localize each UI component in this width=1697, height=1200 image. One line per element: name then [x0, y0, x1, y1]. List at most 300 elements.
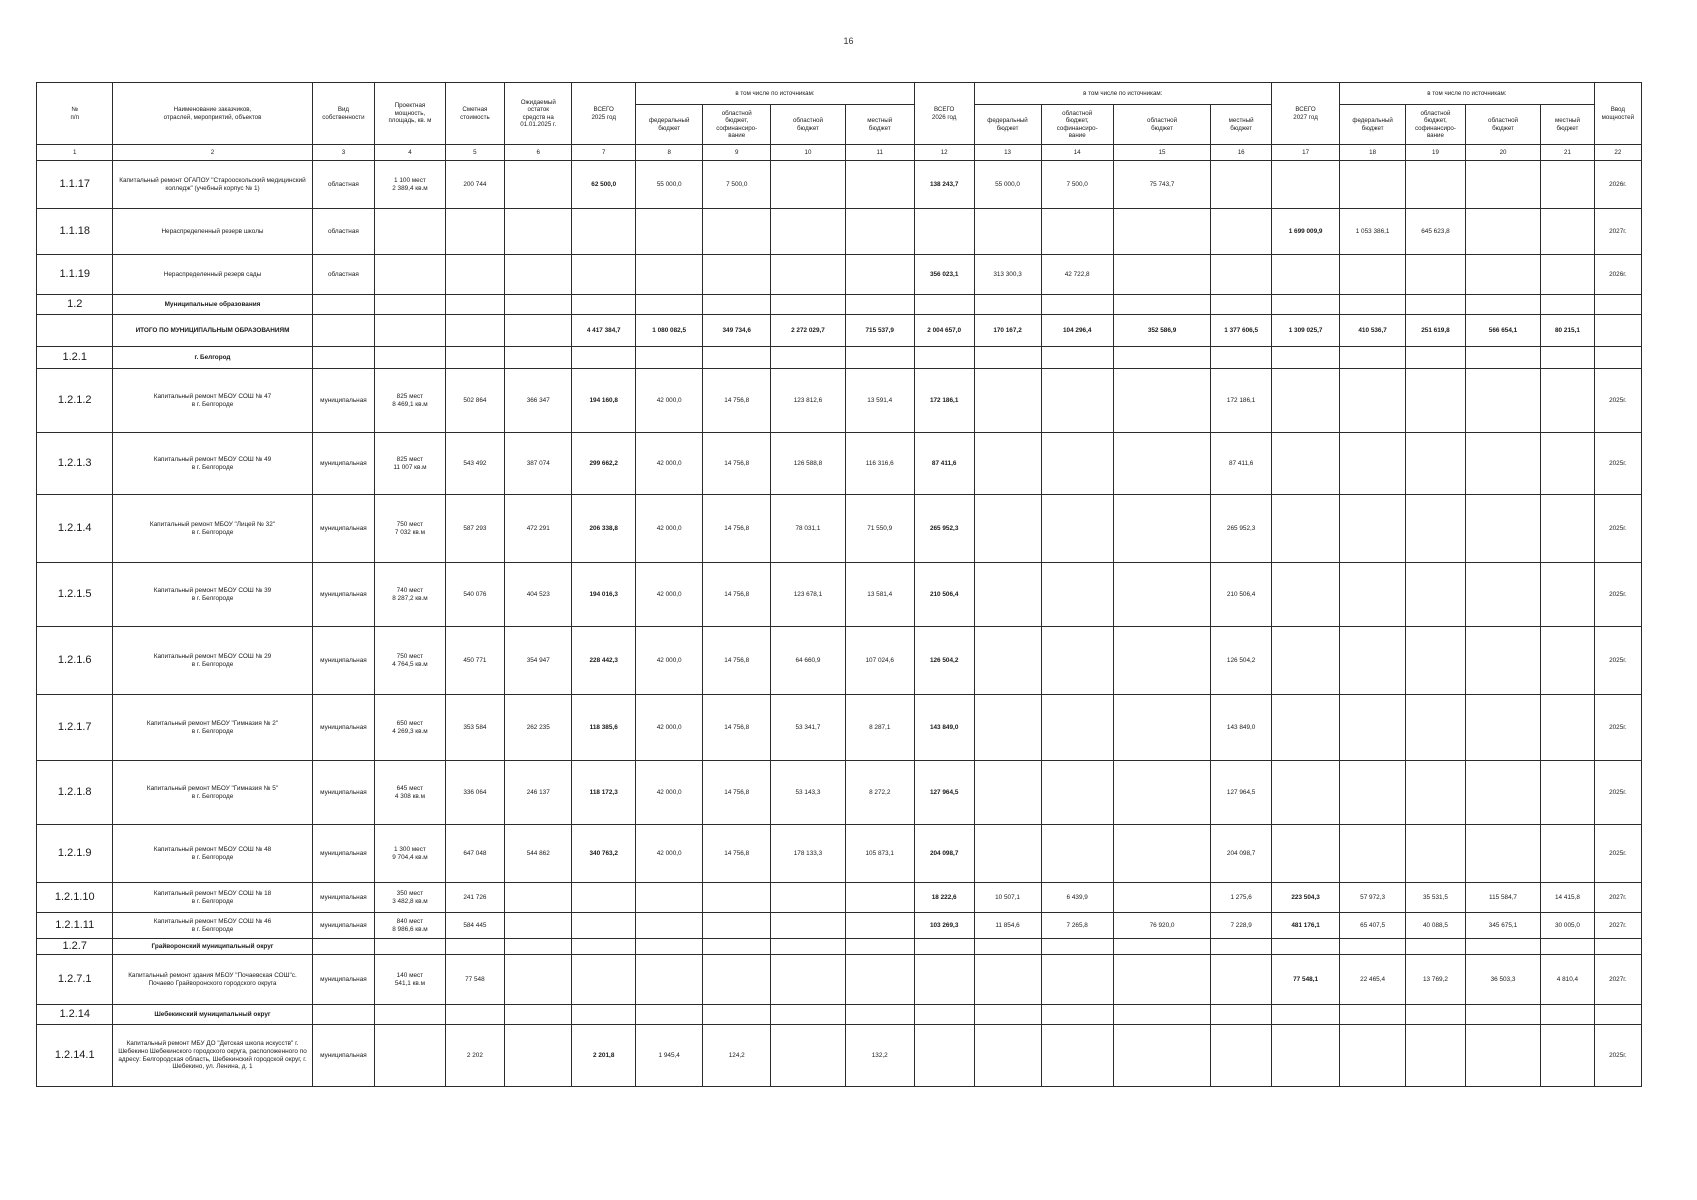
row-capacity: 1 300 мест 9 704,4 кв.м [375, 825, 445, 883]
header-total-2026: ВСЕГО 2026 год [914, 83, 974, 145]
row-amount: 42 000,0 [636, 563, 703, 627]
row-amount: 42 000,0 [636, 825, 703, 883]
row-amount: 78 031,1 [771, 495, 845, 563]
row-cost [445, 209, 505, 255]
row-capacity: 1 100 мест 2 389,4 кв.м [375, 161, 445, 209]
row-amount: 6 439,9 [1041, 883, 1113, 913]
total-amount: 1 309 025,7 [1272, 315, 1340, 347]
row-amount: 7 265,8 [1041, 913, 1113, 939]
row-remaining [505, 955, 572, 1005]
row-amount: 123 678,1 [771, 563, 845, 627]
empty-cell [445, 295, 505, 315]
row-amount [1541, 255, 1594, 295]
row-name: Капитальный ремонт МБОУ СОШ № 46 в г. Белгороде [113, 913, 312, 939]
row-amount [1465, 825, 1540, 883]
column-index-cell: 18 [1340, 145, 1406, 161]
row-amount [636, 255, 703, 295]
row-amount [974, 761, 1041, 825]
row-amount: 265 952,3 [1211, 495, 1272, 563]
row-amount: 210 506,4 [914, 563, 974, 627]
row-commission: 2025г. [1594, 495, 1641, 563]
row-amount [572, 209, 636, 255]
table-row [37, 627, 1642, 695]
row-amount: 645 623,8 [1406, 209, 1466, 255]
table-row [37, 695, 1642, 761]
row-amount [1541, 495, 1594, 563]
group-row [37, 295, 1642, 315]
row-amount: 36 503,3 [1465, 955, 1540, 1005]
row-commission: 2025г. [1594, 695, 1641, 761]
row-number: 1.2.1.2 [37, 369, 113, 433]
empty-cell [1211, 295, 1272, 315]
empty-cell [1041, 939, 1113, 955]
row-amount [636, 913, 703, 939]
row-commission: 2027г. [1594, 955, 1641, 1005]
row-amount [1113, 955, 1210, 1005]
empty-cell [1541, 939, 1594, 955]
row-cost: 647 048 [445, 825, 505, 883]
row-amount [1340, 161, 1406, 209]
row-amount [703, 255, 771, 295]
row-commission: 2025г. [1594, 1025, 1641, 1087]
row-cost: 2 202 [445, 1025, 505, 1087]
empty-cell [572, 347, 636, 369]
row-amount: 340 763,2 [572, 825, 636, 883]
empty-cell [445, 315, 505, 347]
row-amount: 143 849,0 [914, 695, 974, 761]
empty-cell [1541, 347, 1594, 369]
row-amount [1113, 1025, 1210, 1087]
empty-cell [771, 347, 845, 369]
row-amount [1340, 495, 1406, 563]
table-row [37, 495, 1642, 563]
empty-cell [771, 295, 845, 315]
empty-cell [375, 295, 445, 315]
row-name: Нераспределенный резерв сады [113, 255, 312, 295]
row-amount [703, 209, 771, 255]
empty-cell [445, 939, 505, 955]
empty-cell [505, 1005, 572, 1025]
row-amount [1465, 209, 1540, 255]
row-amount [1041, 209, 1113, 255]
row-amount: 14 756,8 [703, 825, 771, 883]
row-amount [974, 495, 1041, 563]
row-amount [1465, 1025, 1540, 1087]
row-amount: 115 584,7 [1465, 883, 1540, 913]
table-row [37, 825, 1642, 883]
row-amount: 4 810,4 [1541, 955, 1594, 1005]
row-amount [771, 255, 845, 295]
row-amount [1113, 627, 1210, 695]
header-sources-2026: в том числе по источникам: [974, 83, 1272, 105]
row-amount [1541, 627, 1594, 695]
row-amount: 55 000,0 [636, 161, 703, 209]
row-amount: 228 442,3 [572, 627, 636, 695]
row-amount [845, 161, 914, 209]
row-amount [1340, 369, 1406, 433]
row-amount: 14 756,8 [703, 369, 771, 433]
row-amount [1340, 825, 1406, 883]
empty-cell [445, 1005, 505, 1025]
row-amount [1113, 433, 1210, 495]
row-amount: 57 972,3 [1340, 883, 1406, 913]
row-amount [1465, 695, 1540, 761]
empty-cell [974, 1005, 1041, 1025]
row-cost: 353 584 [445, 695, 505, 761]
total-amount: 4 417 384,7 [572, 315, 636, 347]
row-amount [1340, 761, 1406, 825]
row-amount [771, 209, 845, 255]
table-row [37, 1025, 1642, 1087]
empty-cell [505, 939, 572, 955]
row-number: 1.1.17 [37, 161, 113, 209]
empty-cell [914, 1005, 974, 1025]
header-regional-cofin-2025: областной бюджет, софинансиро- вание [703, 105, 771, 145]
empty-cell [445, 347, 505, 369]
total-amount: 2 272 029,7 [771, 315, 845, 347]
row-amount: 123 812,6 [771, 369, 845, 433]
row-commission: 2027г. [1594, 883, 1641, 913]
row-amount [1113, 563, 1210, 627]
row-amount: 10 507,1 [974, 883, 1041, 913]
row-ownership: муниципальная [312, 695, 375, 761]
page-number: 16 [843, 36, 854, 46]
row-amount [1272, 1025, 1340, 1087]
row-amount [1465, 495, 1540, 563]
row-ownership: муниципальная [312, 913, 375, 939]
row-cost: 450 771 [445, 627, 505, 695]
row-capacity: 750 мест 7 032 кв.м [375, 495, 445, 563]
column-index-cell: 10 [771, 145, 845, 161]
row-number: 1.2.1.3 [37, 433, 113, 495]
row-amount [1272, 761, 1340, 825]
table-row [37, 161, 1642, 209]
row-amount: 53 143,3 [771, 761, 845, 825]
row-amount: 1 053 386,1 [1340, 209, 1406, 255]
row-amount [1272, 695, 1340, 761]
empty-cell [914, 939, 974, 955]
row-amount: 75 743,7 [1113, 161, 1210, 209]
total-amount: 352 586,9 [1113, 315, 1210, 347]
column-index-cell: 7 [572, 145, 636, 161]
empty-cell [1340, 347, 1406, 369]
row-ownership: муниципальная [312, 563, 375, 627]
row-ownership: муниципальная [312, 955, 375, 1005]
row-amount: 265 952,3 [914, 495, 974, 563]
row-commission: 2025г. [1594, 825, 1641, 883]
row-amount [1340, 695, 1406, 761]
row-amount: 143 849,0 [1211, 695, 1272, 761]
empty-cell [636, 939, 703, 955]
row-commission: 2025г. [1594, 433, 1641, 495]
group-number: 1.2.1 [37, 347, 113, 369]
empty-cell [845, 1005, 914, 1025]
row-amount: 1 275,6 [1211, 883, 1272, 913]
row-amount [845, 955, 914, 1005]
row-remaining: 354 947 [505, 627, 572, 695]
row-amount [572, 913, 636, 939]
row-amount [974, 369, 1041, 433]
row-amount: 313 300,3 [974, 255, 1041, 295]
row-capacity [375, 255, 445, 295]
empty-cell [312, 295, 375, 315]
column-index-cell: 19 [1406, 145, 1466, 161]
row-amount [771, 1025, 845, 1087]
empty-cell [1340, 1005, 1406, 1025]
row-ownership: областная [312, 209, 375, 255]
empty-cell [1541, 1005, 1594, 1025]
row-amount [1211, 955, 1272, 1005]
row-amount [1406, 161, 1466, 209]
row-amount [1272, 255, 1340, 295]
row-amount: 18 222,6 [914, 883, 974, 913]
row-amount [703, 955, 771, 1005]
row-cost: 540 076 [445, 563, 505, 627]
empty-cell [974, 347, 1041, 369]
row-amount: 194 016,3 [572, 563, 636, 627]
row-amount: 7 228,9 [1211, 913, 1272, 939]
row-amount: 14 756,8 [703, 695, 771, 761]
empty-cell [974, 939, 1041, 955]
row-amount [1465, 627, 1540, 695]
row-amount [636, 955, 703, 1005]
row-amount: 42 722,8 [1041, 255, 1113, 295]
empty-cell [1113, 295, 1210, 315]
row-number: 1.2.1.4 [37, 495, 113, 563]
empty-cell [375, 315, 445, 347]
row-amount: 42 000,0 [636, 627, 703, 695]
row-cost: 584 445 [445, 913, 505, 939]
table-row [37, 433, 1642, 495]
empty-cell [375, 939, 445, 955]
row-amount [1465, 761, 1540, 825]
header-total-2027: ВСЕГО 2027 год [1272, 83, 1340, 145]
row-number: 1.2.1.6 [37, 627, 113, 695]
row-amount [1041, 563, 1113, 627]
row-remaining: 387 074 [505, 433, 572, 495]
column-index-cell: 4 [375, 145, 445, 161]
row-amount [1541, 209, 1594, 255]
total-amount: 715 537,9 [845, 315, 914, 347]
row-commission: 2025г. [1594, 627, 1641, 695]
header-federal-2027: федеральный бюджет [1340, 105, 1406, 145]
empty-cell [1465, 347, 1540, 369]
row-amount: 172 186,1 [914, 369, 974, 433]
row-name: Капитальный ремонт МБОУ "Лицей № 32" в г. Белгороде [113, 495, 312, 563]
empty-cell [771, 939, 845, 955]
row-commission: 2025г. [1594, 563, 1641, 627]
total-amount: 349 734,6 [703, 315, 771, 347]
empty-cell [845, 347, 914, 369]
row-amount: 65 407,5 [1340, 913, 1406, 939]
row-amount [1113, 761, 1210, 825]
column-index-cell: 9 [703, 145, 771, 161]
total-amount: 104 296,4 [1041, 315, 1113, 347]
row-amount [974, 1025, 1041, 1087]
row-amount: 345 675,1 [1465, 913, 1540, 939]
empty-cell [312, 315, 375, 347]
column-index-cell: 14 [1041, 145, 1113, 161]
row-amount: 77 548,1 [1272, 955, 1340, 1005]
empty-cell [1594, 347, 1641, 369]
row-amount [703, 913, 771, 939]
column-index-cell: 20 [1465, 145, 1540, 161]
empty-cell [703, 295, 771, 315]
empty-cell [1594, 939, 1641, 955]
row-amount: 206 338,8 [572, 495, 636, 563]
header-commission: Ввод мощностей [1594, 83, 1641, 145]
row-amount [1465, 369, 1540, 433]
row-ownership: муниципальная [312, 495, 375, 563]
row-amount: 42 000,0 [636, 761, 703, 825]
row-amount [974, 563, 1041, 627]
row-capacity: 140 мест 541,1 кв.м [375, 955, 445, 1005]
empty-cell [1406, 295, 1466, 315]
empty-cell [1272, 295, 1340, 315]
empty-cell [572, 939, 636, 955]
empty-cell [505, 347, 572, 369]
row-amount: 356 023,1 [914, 255, 974, 295]
row-cost: 336 064 [445, 761, 505, 825]
row-amount: 8 287,1 [845, 695, 914, 761]
row-amount: 124,2 [703, 1025, 771, 1087]
row-amount: 42 000,0 [636, 695, 703, 761]
row-amount: 55 000,0 [974, 161, 1041, 209]
empty-cell [312, 939, 375, 955]
empty-cell [1272, 939, 1340, 955]
row-amount [1041, 955, 1113, 1005]
row-amount [771, 955, 845, 1005]
row-amount: 42 000,0 [636, 495, 703, 563]
empty-cell [1340, 295, 1406, 315]
column-index-cell: 16 [1211, 145, 1272, 161]
column-index-cell: 17 [1272, 145, 1340, 161]
row-amount: 14 756,8 [703, 495, 771, 563]
column-index-cell: 3 [312, 145, 375, 161]
row-name: Капитальный ремонт МБОУ "Гимназия № 2" в г. Белгороде [113, 695, 312, 761]
row-amount [1406, 825, 1466, 883]
row-amount [1211, 255, 1272, 295]
row-number: 1.1.18 [37, 209, 113, 255]
row-amount: 116 316,6 [845, 433, 914, 495]
row-amount [703, 883, 771, 913]
row-remaining: 404 523 [505, 563, 572, 627]
row-amount [1340, 255, 1406, 295]
empty-cell [1113, 347, 1210, 369]
row-amount: 127 964,5 [914, 761, 974, 825]
row-remaining: 262 235 [505, 695, 572, 761]
row-amount [572, 255, 636, 295]
row-amount: 178 133,3 [771, 825, 845, 883]
row-amount [1406, 627, 1466, 695]
header-name: Наименование заказчиков, отраслей, мероприятий, объектов [113, 83, 312, 145]
row-amount [572, 955, 636, 1005]
empty-cell [1465, 295, 1540, 315]
row-amount: 14 415,8 [1541, 883, 1594, 913]
row-amount: 299 662,2 [572, 433, 636, 495]
group-number: 1.2.14 [37, 1005, 113, 1025]
row-amount: 87 411,6 [914, 433, 974, 495]
row-amount [771, 161, 845, 209]
row-ownership: муниципальная [312, 883, 375, 913]
row-amount: 194 160,8 [572, 369, 636, 433]
empty-cell [37, 315, 113, 347]
row-remaining: 246 137 [505, 761, 572, 825]
row-amount [1113, 495, 1210, 563]
row-amount [1113, 369, 1210, 433]
header-local-2025: местный бюджет [845, 105, 914, 145]
row-amount [1113, 255, 1210, 295]
empty-cell [312, 1005, 375, 1025]
row-amount [914, 209, 974, 255]
header-regional-cofin-2027: областной бюджет, софинансиро- вание [1406, 105, 1466, 145]
row-amount [1541, 825, 1594, 883]
row-capacity: 740 мест 8 287,2 кв.м [375, 563, 445, 627]
row-amount [1406, 563, 1466, 627]
row-remaining [505, 1025, 572, 1087]
header-ownership: Вид собственности [312, 83, 375, 145]
row-amount: 172 186,1 [1211, 369, 1272, 433]
header-regional-2025: областной бюджет [771, 105, 845, 145]
column-index-cell: 15 [1113, 145, 1210, 161]
row-capacity: 825 мест 8 469,1 кв.м [375, 369, 445, 433]
table-row [37, 883, 1642, 913]
row-amount [1211, 1025, 1272, 1087]
row-amount: 13 581,4 [845, 563, 914, 627]
group-label: г. Белгород [113, 347, 312, 369]
empty-cell [1465, 939, 1540, 955]
empty-cell [1113, 1005, 1210, 1025]
empty-cell [312, 347, 375, 369]
row-amount [1340, 627, 1406, 695]
empty-cell [1041, 347, 1113, 369]
row-amount [1406, 495, 1466, 563]
row-amount [1541, 563, 1594, 627]
empty-cell [1406, 939, 1466, 955]
row-name: Капитальный ремонт МБОУ СОШ № 48 в г. Белгороде [113, 825, 312, 883]
header-cost: Сметная стоимость [445, 83, 505, 145]
total-label: ИТОГО ПО МУНИЦИПАЛЬНЫМ ОБРАЗОВАНИЯМ [113, 315, 312, 347]
group-row [37, 939, 1642, 955]
row-amount: 87 411,6 [1211, 433, 1272, 495]
row-amount: 223 504,3 [1272, 883, 1340, 913]
row-amount [974, 825, 1041, 883]
row-amount: 42 000,0 [636, 369, 703, 433]
column-index-cell: 8 [636, 145, 703, 161]
row-amount [1041, 695, 1113, 761]
empty-cell [974, 295, 1041, 315]
empty-cell [845, 295, 914, 315]
empty-cell [572, 295, 636, 315]
empty-cell [703, 347, 771, 369]
row-amount: 204 098,7 [1211, 825, 1272, 883]
row-amount [1340, 563, 1406, 627]
row-amount [1041, 495, 1113, 563]
row-amount: 118 172,3 [572, 761, 636, 825]
header-sources-2027: в том числе по источникам: [1340, 83, 1595, 105]
row-capacity: 650 мест 4 269,3 кв.м [375, 695, 445, 761]
row-amount [1272, 433, 1340, 495]
row-amount: 126 504,2 [914, 627, 974, 695]
total-amount: 170 167,2 [974, 315, 1041, 347]
column-index-cell: 6 [505, 145, 572, 161]
total-amount: 80 215,1 [1541, 315, 1594, 347]
row-commission: 2026г. [1594, 161, 1641, 209]
row-amount: 76 920,0 [1113, 913, 1210, 939]
group-label: Грайворонский муниципальный округ [113, 939, 312, 955]
empty-cell [703, 1005, 771, 1025]
row-ownership: областная [312, 255, 375, 295]
